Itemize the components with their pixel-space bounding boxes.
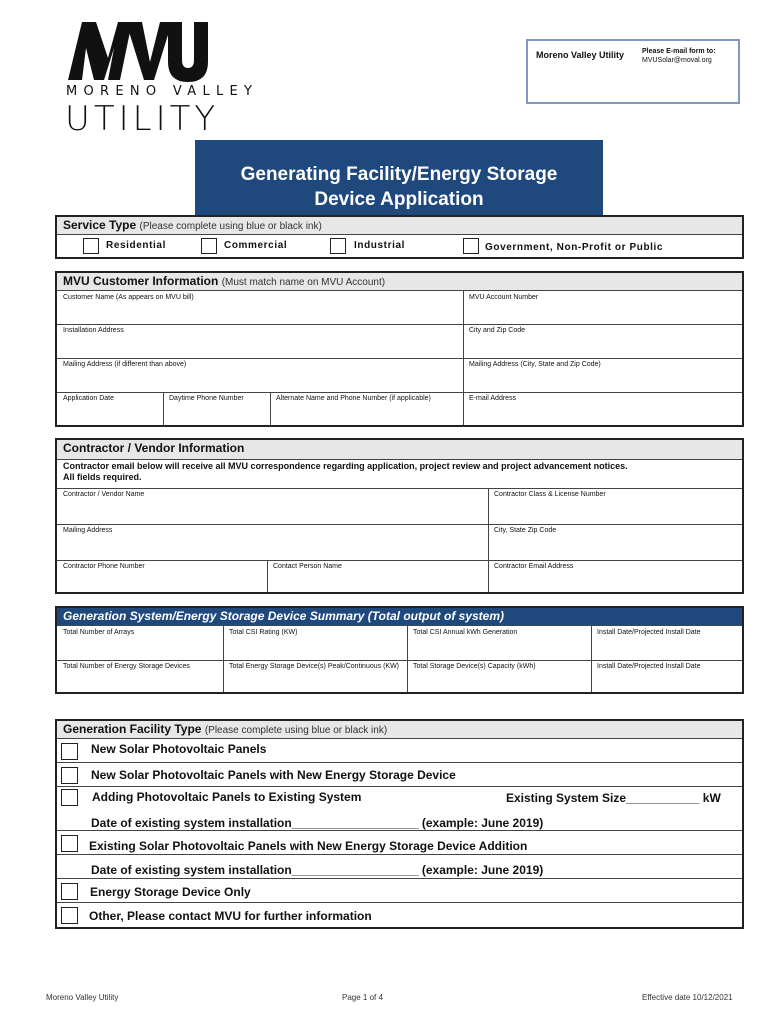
existing-solar-storage-checkbox[interactable]	[61, 835, 78, 852]
industrial-label: Industrial	[354, 240, 406, 251]
account-number-field[interactable]: MVU Account Number	[469, 294, 539, 301]
footer-page-number: Page 1 of 4	[342, 993, 383, 1002]
storage-only-label: Energy Storage Device Only	[90, 885, 251, 899]
residential-checkbox[interactable]	[83, 238, 99, 254]
daytime-phone-field[interactable]: Daytime Phone Number	[169, 395, 244, 402]
email-box-note	[642, 47, 716, 65]
contractor-note	[57, 460, 742, 488]
customer-email-field[interactable]: E-mail Address	[469, 395, 517, 402]
total-storage-devices-field[interactable]: Total Number of Energy Storage Devices	[63, 663, 190, 670]
storage-capacity-field[interactable]: Total Storage Device(s) Capacity (kWh)	[413, 663, 536, 670]
existing-solar-install-date-field[interactable]: Date of existing system installation___________________ (example: June 2019)	[91, 863, 544, 877]
new-solar-checkbox[interactable]	[61, 743, 78, 760]
customer-info-title: MVU Customer Information	[63, 274, 219, 288]
mvu-logo	[68, 18, 208, 84]
adding-pv-install-date-field[interactable]: Date of existing system installation___________________ (example: June 2019)	[91, 816, 544, 830]
total-csi-rating-field[interactable]: Total CSI Rating (KW)	[229, 629, 298, 636]
form-title-line2: Device Application	[314, 189, 484, 210]
contractor-mailing-field[interactable]: Mailing Address	[63, 527, 113, 534]
contractor-note-line2: All fields required.	[63, 472, 142, 482]
contractor-note-line1: Contractor email below will receive all MVU correspondence regarding application, project review and project advancement notices.	[63, 461, 628, 471]
service-type-header	[57, 217, 742, 235]
logo-m-shape	[68, 22, 132, 80]
contact-person-field[interactable]: Contact Person Name	[273, 563, 342, 570]
form-title	[195, 140, 603, 216]
government-checkbox[interactable]	[463, 238, 479, 254]
other-label: Other, Please contact MVU for further information	[89, 909, 372, 923]
new-solar-label: New Solar Photovoltaic Panels	[91, 742, 267, 756]
storage-install-date-field[interactable]: Install Date/Projected Install Date	[597, 663, 701, 670]
logo-u-shape	[168, 22, 208, 82]
new-solar-storage-label: New Solar Photovoltaic Panels with New Energy Storage Device	[91, 768, 456, 782]
storage-peak-kw-field[interactable]: Total Energy Storage Device(s) Peak/Continuous (KW)	[229, 663, 400, 670]
customer-info-subtitle: (Must match name on MVU Account)	[221, 277, 386, 288]
mailing-address-field[interactable]: Mailing Address (if different than above)	[63, 361, 187, 368]
contractor-info-header	[57, 440, 742, 460]
commercial-checkbox[interactable]	[201, 238, 217, 254]
annual-kwh-field[interactable]: Total CSI Annual kWh Generation	[413, 629, 518, 636]
storage-only-checkbox[interactable]	[61, 883, 78, 900]
facility-type-subtitle: (Please complete using blue or black ink)	[204, 725, 388, 736]
other-checkbox[interactable]	[61, 907, 78, 924]
government-label: Government, Non-Profit or Public	[485, 242, 664, 253]
email-box-org: Moreno Valley Utility	[536, 50, 625, 60]
system-summary-header	[57, 608, 742, 626]
customer-info-section	[55, 271, 744, 427]
form-title-line1: Generating Facility/Energy Storage	[240, 164, 558, 185]
footer-effective-date: Effective date 10/12/2021	[642, 993, 733, 1002]
service-type-section	[55, 215, 744, 259]
commercial-label: Commercial	[224, 240, 288, 251]
contractor-license-field[interactable]: Contractor Class & License Number	[494, 491, 606, 498]
city-zip-field[interactable]: City and Zip Code	[469, 327, 526, 334]
logo-moreno-valley: MORENO VALLEY	[66, 84, 259, 99]
mailing-city-state-zip-field[interactable]: Mailing Address (City, State and Zip Code)	[469, 361, 601, 368]
residential-label: Residential	[106, 240, 166, 251]
contractor-info-section	[55, 438, 744, 594]
contractor-phone-field[interactable]: Contractor Phone Number	[63, 563, 145, 570]
logo-utility: UTILITY	[65, 99, 220, 139]
existing-system-size-field[interactable]: Existing System Size___________ kW	[506, 791, 721, 805]
existing-solar-storage-label: Existing Solar Photovoltaic Panels with New Energy Storage Device Addition	[89, 839, 528, 853]
industrial-checkbox[interactable]	[330, 238, 346, 254]
logo-v-shape	[126, 22, 172, 80]
facility-type-title: Generation Facility Type	[63, 722, 202, 736]
service-type-subtitle: (Please complete using blue or black ink)	[139, 221, 322, 232]
footer-org: Moreno Valley Utility	[46, 993, 119, 1002]
adding-pv-label: Adding Photovoltaic Panels to Existing System	[92, 790, 362, 804]
system-summary-title: Generation System/Energy Storage Device Summary (Total output of system)	[63, 609, 504, 623]
alternate-name-phone-field[interactable]: Alternate Name and Phone Number (if applicable)	[276, 395, 431, 402]
facility-type-header	[57, 721, 742, 739]
facility-type-section	[55, 719, 744, 929]
email-instructions-box	[526, 39, 740, 104]
service-type-title: Service Type	[63, 218, 137, 232]
contractor-email-field[interactable]: Contractor Email Address	[494, 563, 574, 570]
installation-address-field[interactable]: Installation Address	[63, 327, 124, 334]
customer-info-header	[57, 273, 742, 291]
email-box-email[interactable]: MVUSolar@moval.org	[642, 57, 712, 64]
contractor-info-title: Contractor / Vendor Information	[63, 441, 245, 455]
system-summary-section	[55, 606, 744, 694]
new-solar-storage-checkbox[interactable]	[61, 767, 78, 784]
contractor-city-state-zip-field[interactable]: City, State Zip Code	[494, 527, 557, 534]
total-arrays-field[interactable]: Total Number of Arrays	[63, 629, 135, 636]
contractor-name-field[interactable]: Contractor / Vendor Name	[63, 491, 145, 498]
customer-name-field[interactable]: Customer Name (As appears on MVU bill)	[63, 294, 194, 301]
install-date-field[interactable]: Install Date/Projected Install Date	[597, 629, 701, 636]
application-date-field[interactable]: Application Date	[63, 395, 114, 402]
email-box-note-label: Please E-mail form to:	[642, 48, 716, 55]
